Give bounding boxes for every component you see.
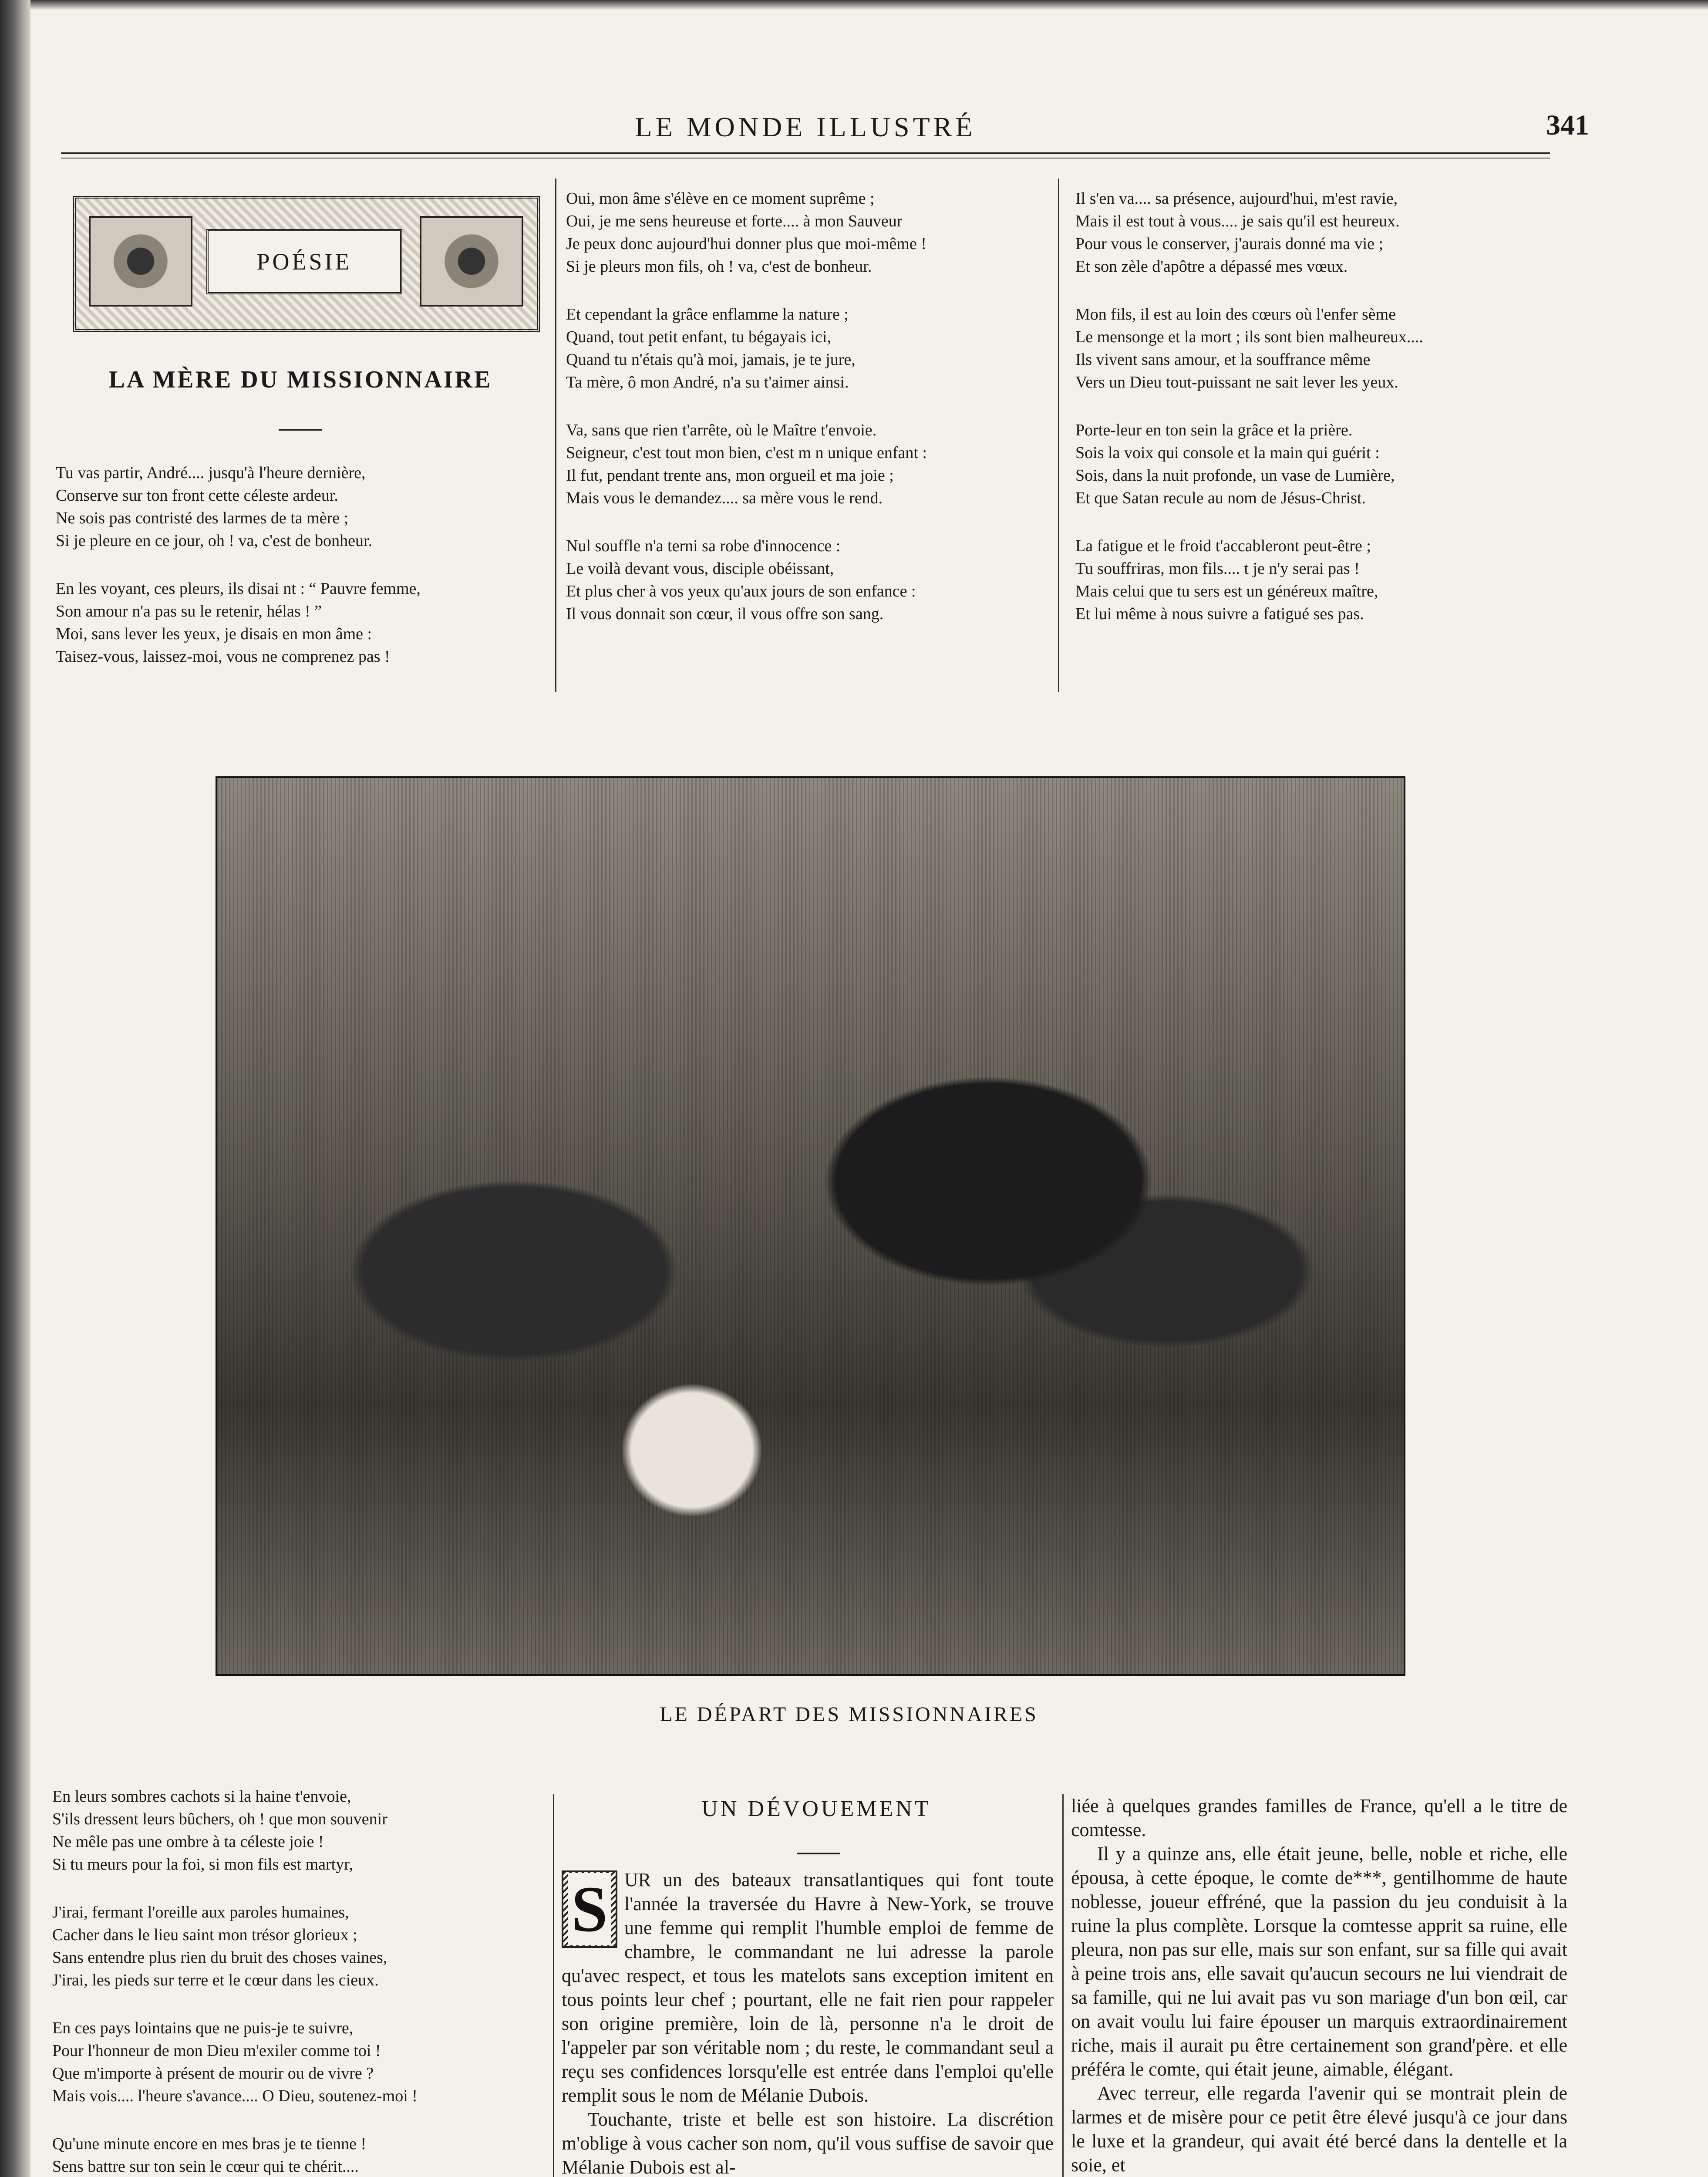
verse-line: Oui, je me sens heureuse et forte.... à mon Sauveur [566,212,903,230]
column-divider [1062,1794,1064,2177]
verse-line: Il s'en va.... sa présence, aujourd'hui, m'est ravie, [1075,189,1398,208]
article-column-1 [562,1868,1054,2177]
poetry-banner [73,196,540,332]
verse-line: Et que Satan recule au nom de Jésus-Christ. [1075,489,1366,507]
article-title: UN DÉVOUEMENT [701,1796,931,1821]
verse-line: J'irai, fermant l'oreille aux paroles humaines, [52,1903,349,1921]
article-title-rule [797,1853,840,1854]
poem-column-2 [566,187,1049,650]
poem-column-4 [52,1785,544,2177]
poem-title: LA MÈRE DU MISSIONNAIRE [108,366,492,393]
masthead: LE MONDE ILLUSTRÉ [635,111,976,142]
page-top-edge [0,0,1708,10]
verse-line: Que m'importe à présent de mourir ou de vivre ? [52,2064,374,2083]
verse-line: La fatigue et le froid t'accableront peut-être ; [1075,537,1371,555]
verse-line: Ne mêle pas une ombre à ta céleste joie ! [52,1833,324,1851]
verse-line: Quand tu n'étais qu'à moi, jamais, je te jure, [566,350,856,369]
stanza [52,1785,544,1876]
stanza [52,2133,544,2177]
verse-line: Le mensonge et la mort ; ils sont bien malheureux.... [1075,328,1423,346]
stanza [566,419,1049,509]
verse-line: Sens battre sur ton sein le cœur qui te chérit.... [52,2157,359,2176]
stanza [52,2017,544,2107]
stanza [1075,187,1559,278]
verse-line: Ils vivent sans amour, et la souffrance même [1075,350,1371,369]
verse-line: Nul souffle n'a terni sa robe d'innocence : [566,537,841,555]
illustration-caption: LE DÉPART DES MISSIONNAIRES [660,1703,1038,1726]
verse-line: Pour l'honneur de mon Dieu m'exiler comme toi ! [52,2042,381,2060]
stanza [566,303,1049,394]
verse-line: Il fut, pendant trente ans, mon orgueil et ma joie ; [566,466,894,485]
page-number: 341 [1546,109,1589,141]
stanza [56,577,543,668]
stanza [1075,303,1559,394]
verse-line: En ces pays lointains que ne puis-je te suivre, [52,2019,354,2037]
stanza [566,535,1049,625]
article-paragraph: Il y a quinze ans, elle était jeune, belle, noble et riche, elle épousa, à cette époque, le comte de***, gentilhomme de haute noblesse, joueur effréné, que la passion du jeu conduisit à la ruine la plus complète. Lorsque la comtesse apprit sa ruine, elle pleura, non pas sur elle, mais sur son enfant, sur sa fille qui avait à peine trois ans, elle savait qu'aucun secours ne lui viendrait de sa famille, qui ne lui avait pas vu son mariage d'un bon œil, car on avait voulu lui faire épouser un marquis extraordinairement riche, mais il aurait pu être certainement son grand'père. et elle préféra le comte, qui était jeune, aimable, élégant. [1071,1843,1567,2080]
verse-line: Si tu meurs pour la foi, si mon fils est martyr, [52,1855,353,1874]
article-column-2 [1071,1794,1567,2177]
paragraph-text: UR un des bateaux transatlantiques qui font toute l'année la traversée du Havre à New-York, se trouve une femme qui remplit l'humble emploi de femme de chambre, le commandant ne lui adresse la parole qu'avec respect, et tous les matelots sans exception imitent en tous points leur chef ; pourtant, elle ne fait rien pour rappeler son origine première, loin de là, personne n'a le droit de l'appeler par son véritable nom ; du reste, le commandant seul a reçu ses confidences lorsqu'elle est entrée dans l'emploi qu'elle remplit sous le nom de Mélanie Dubois. [562,1869,1054,2106]
verse-line: Porte-leur en ton sein la grâce et la prière. [1075,421,1353,439]
verse-line: Sois, dans la nuit profonde, un vase de Lumière, [1075,466,1395,485]
stanza [1075,419,1559,509]
verse-line: Et cependant la grâce enflamme la nature ; [566,305,849,324]
stanza [56,462,543,552]
verse-line: Le voilà devant vous, disciple obéissant, [566,559,834,578]
poem-column-1 [56,462,543,693]
column-divider [1058,179,1059,692]
verse-line: Et lui même à nous suivre a fatigué ses pas. [1075,605,1364,623]
article-paragraph: liée à quelques grandes familles de France, qu'ell a le titre de comtesse. [1071,1795,1567,1840]
verse-line: Mais vois.... l'heure s'avance.... O Dieu, soutenez-moi ! [52,2087,418,2105]
verse-line: Je peux donc aujourd'hui donner plus que moi-même ! [566,235,926,253]
verse-line: Seigneur, c'est tout mon bien, c'est m n unique enfant : [566,444,927,462]
verse-line: Mais il est tout à vous.... je sais qu'il est heureux. [1075,212,1400,230]
verse-line: Pour vous le conserver, j'aurais donné ma vie ; [1075,235,1384,253]
verse-line: Mais vous le demandez.... sa mère vous le rend. [566,489,883,507]
verse-line: Son amour n'a pas su le retenir, hélas ! ” [56,602,322,620]
reading-figure-ornament-icon [89,216,192,307]
verse-line: Ne sois pas contristé des larmes de ta mère ; [56,509,349,527]
verse-line: Il vous donnait son cœur, il vous offre son sang. [566,605,884,623]
verse-line: Sois la voix qui console et la main qui guérit : [1075,444,1380,462]
verse-line: Quand, tout petit enfant, tu bégayais ici, [566,328,831,346]
verse-line: Tu souffriras, mon fils.... t je n'y serai pas ! [1075,559,1360,578]
verse-line: Taisez-vous, laissez-moi, vous ne comprenez pas ! [56,647,390,666]
verse-line: S'ils dressent leurs bûchers, oh ! que mon souvenir [52,1810,387,1828]
verse-line: Si je pleurs mon fils, oh ! va, c'est de bonheur. [566,257,872,276]
verse-line: Et plus cher à vos yeux qu'aux jours de son enfance : [566,582,916,600]
musician-figure-ornament-icon [420,216,523,307]
verse-line: Va, sans que rien t'arrête, où le Maître t'envoie. [566,421,877,439]
verse-line: Mon fils, il est au loin des cœurs où l'enfer sème [1075,305,1396,324]
verse-line: Sans entendre plus rien du bruit des choses vaines, [52,1948,387,1967]
column-divider [555,179,556,692]
header-rule [61,152,1550,154]
article-paragraph: Touchante, triste et belle est son histoire. La discrétion m'oblige à vous cacher son nom, qu'il vous suffise de savoir que Mélanie Dubois est al- [562,2109,1054,2177]
stanza [52,1901,544,1992]
verse-line: Qu'une minute encore en mes bras je te tienne ! [52,2135,367,2153]
engraving-illustration [216,776,1405,1676]
verse-line: Si je pleure en ce jour, oh ! va, c'est de bonheur. [56,532,373,550]
verse-line: En leurs sombres cachots si la haine t'envoie, [52,1787,351,1806]
verse-line: J'irai, les pieds sur terre et le cœur dans les cieux. [52,1971,379,1989]
drop-cap-ornament: S [562,1870,617,1948]
verse-line: Et son zèle d'apôtre a dépassé mes vœux. [1075,257,1348,276]
verse-line: Moi, sans lever les yeux, je disais en mon âme : [56,625,372,643]
article-paragraph [562,1868,1054,2107]
poem-column-3 [1075,187,1559,650]
banner-label: POÉSIE [206,229,402,294]
verse-line: Vers un Dieu tout-puissant ne sait lever les yeux. [1075,373,1398,391]
verse-line: En les voyant, ces pleurs, ils disai nt : “ Pauvre femme, [56,580,421,598]
verse-line: Oui, mon âme s'élève en ce moment suprême ; [566,189,875,208]
title-rule [279,429,322,431]
stanza [566,187,1049,278]
verse-line: Ta mère, ô mon André, n'a su t'aimer ainsi. [566,373,849,391]
verse-line: Tu vas partir, André.... jusqu'à l'heure dernière, [56,464,366,482]
article-paragraph: Avec terreur, elle regarda l'avenir qui se montrait plein de larmes et de misère pour ce petit être élevé jusqu'à ce jour dans le luxe et la grandeur, qui avait été bercé dans la dentelle et la soie, et [1071,2083,1567,2176]
stanza [1075,535,1559,625]
column-divider [553,1794,554,2177]
verse-line: Mais celui que tu sers est un généreux maître, [1075,582,1378,600]
page-binding-edge [0,0,30,2177]
verse-line: Cacher dans le lieu saint mon trésor glorieux ; [52,1926,357,1944]
verse-line: Conserve sur ton front cette céleste ardeur. [56,486,338,505]
